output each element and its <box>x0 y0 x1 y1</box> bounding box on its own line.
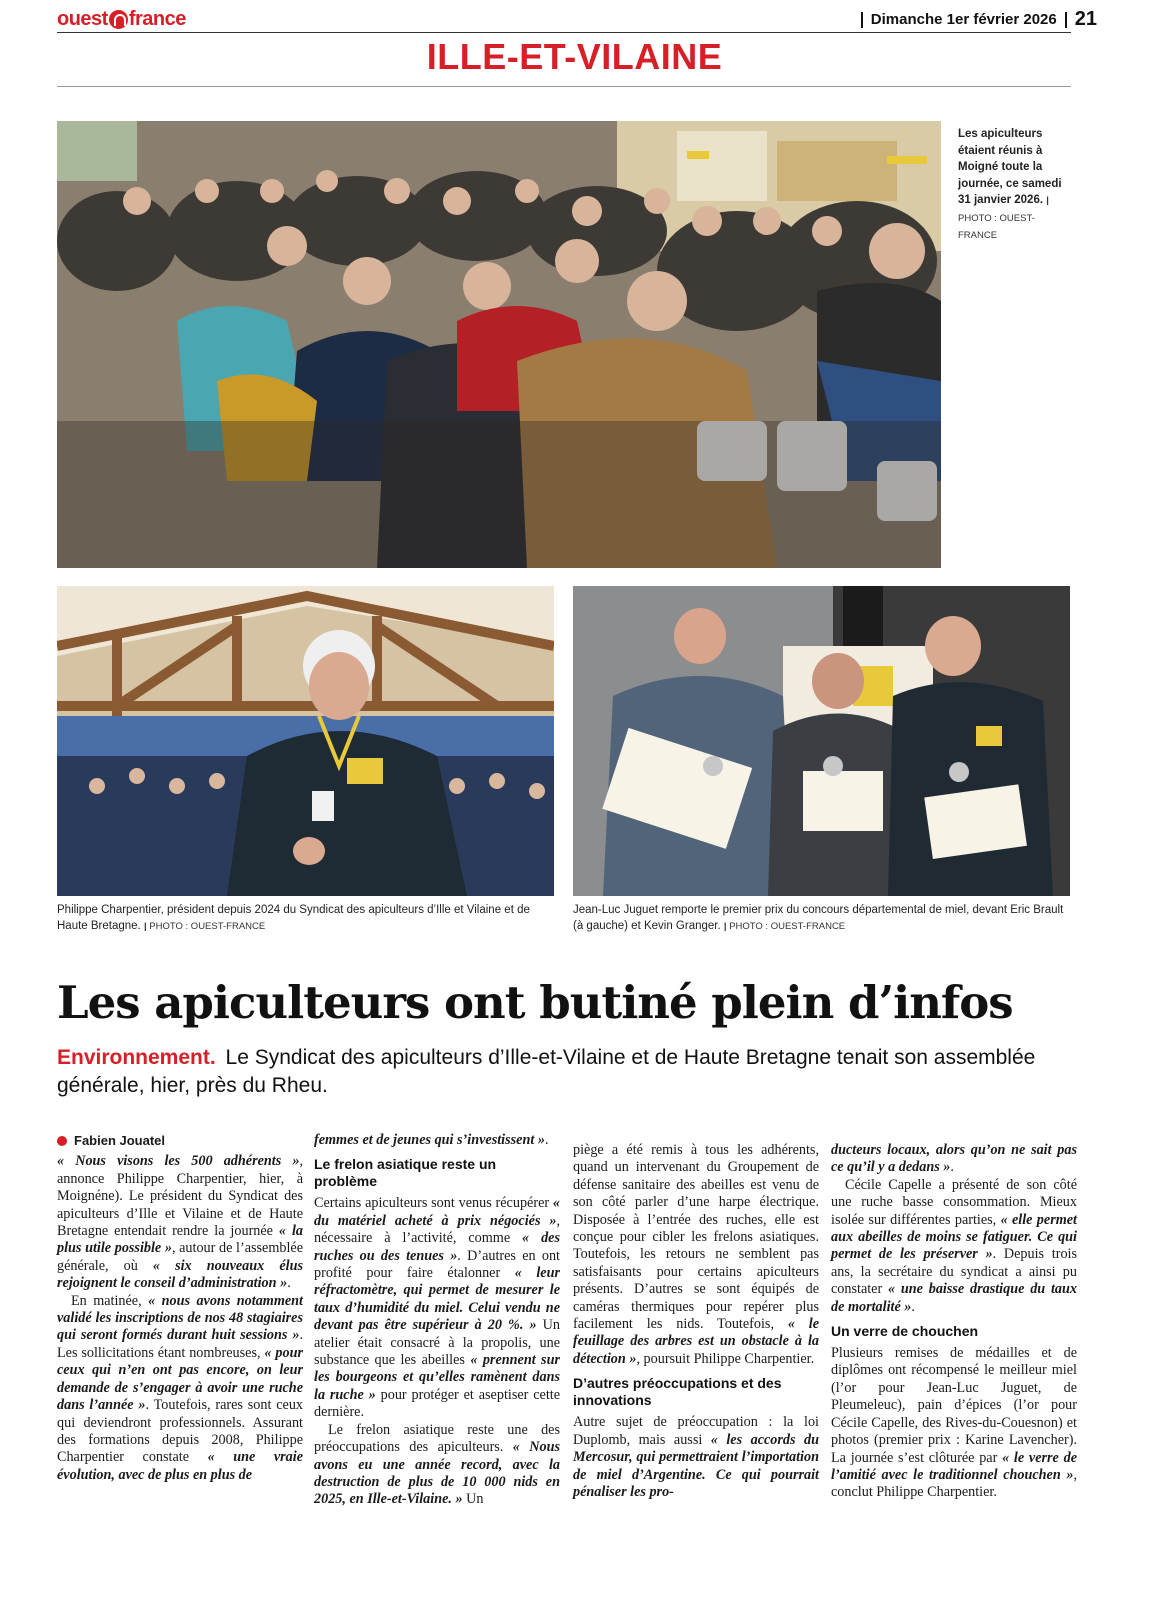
quote: « du matériel acheté à prix négociés » <box>314 1195 560 1229</box>
text: . Depuis trois ans, la secrétaire du syndicat a ainsi pu constater <box>831 1246 1077 1298</box>
article-headline: Les apiculteurs ont butiné plein d’infos <box>57 976 1013 1029</box>
byline <box>57 1132 303 1149</box>
text: pour protéger et aseptiser cette dernière. <box>314 1386 561 1421</box>
text: . <box>950 1159 954 1176</box>
article-column-2 <box>314 1132 560 1509</box>
quote: « nous avons notamment validé les inscriptions de nos 48 stagiaires qui seront formés durant huit sessions » <box>57 1292 304 1344</box>
article-column-4 <box>831 1142 1077 1502</box>
ouest-france-logo[interactable] <box>57 8 186 31</box>
text: . <box>544 1132 549 1148</box>
text: piège a été remis à tous les adhérents, quand un intervenant du Groupement de défense sanitaire des abeilles est venu de son côté parler d’une harpe électrique. Disposée à l’entrée des ruches, elle est conçue pour cibler les frelons asiatiques. Toutefois, les retours ne semblent pas satisfaisants pour certains apiculteurs présents. D’autres se sont équipés de caméras thermiques pour repérer plus facilement les nids. Toutefois, <box>573 1142 819 1333</box>
byline-dot-icon <box>57 1136 67 1146</box>
logo-text-right: france <box>128 8 186 30</box>
paragraph <box>831 1177 1077 1316</box>
photo-credit: | PHOTO : OUEST-FRANCE <box>144 921 265 932</box>
quote: « les accords du Mercosur, qui permettraient l’importation de miel d’Argentine. Ce qui pourrait pénaliser les pro- <box>573 1431 819 1500</box>
quote: « leur réfractomètre, qui permet de mesurer le taux d’humidité du miel. Celui vendu ne devant pas être supérieur à 20 %. » <box>314 1265 560 1334</box>
paragraph <box>831 1142 1077 1177</box>
quote: « la plus utile possible » <box>57 1223 303 1257</box>
text: , poursuit Philippe Charpentier. <box>636 1350 815 1367</box>
text: Plusieurs remises de médailles et de diplômes ont récompensé le meilleur miel (l’or pour Jean-Luc Juguet, de Pleumeleuc), pain d’épices (l’or pour Cécile Capelle, des Rives-du-Couesnon) et photos (premier prix : Karine Lavencher). La journée s’est clôturée par <box>831 1345 1077 1466</box>
intertitle: Le frelon asiatique reste un problème <box>314 1156 497 1190</box>
text: . D’autres en ont profité pour faire étalonner <box>314 1247 560 1282</box>
paragraph <box>573 1142 819 1368</box>
photo-caption-top <box>958 126 1068 245</box>
article-kicker: Environnement. <box>57 1046 216 1069</box>
quote: « des ruches ou des tenues » <box>314 1230 560 1264</box>
text: Un <box>462 1491 484 1508</box>
text: Autre sujet de préoccupation : la loi Duplomb, mais aussi <box>573 1414 819 1448</box>
divider <box>1065 12 1067 28</box>
paragraph <box>57 1293 303 1484</box>
intertitle: Un verre de chouchen <box>831 1323 979 1340</box>
photo-caption-winners <box>573 902 1070 935</box>
text: Un atelier était consacré à la propolis, une substance que les abeilles <box>314 1317 560 1369</box>
quote: « une baisse drastique du taux de mortalité » <box>831 1281 1077 1315</box>
masthead <box>57 6 1097 34</box>
section-rule <box>57 86 1071 87</box>
text: Cécile Capelle a présenté de son côté une ruche basse consommation. Mieux isolée sur différentes parties, <box>831 1176 1077 1228</box>
quote: « pour ceux qui n’en ont pas encore, on leur demande de s’engager à avoir une ruche dans l’année » <box>57 1344 303 1414</box>
dateline <box>861 8 1097 31</box>
photo-credit: | PHOTO : OUEST-FRANCE <box>958 195 1049 241</box>
photo-caption-president <box>57 902 554 935</box>
text: Le frelon asiatique reste une des préoccupations des apiculteurs. <box>314 1421 560 1456</box>
quote: « six nouveaux élus rejoignent le conseil d’administration » <box>57 1257 303 1292</box>
photo-assembly-crowd <box>57 121 941 568</box>
text: , conclut Philippe Charpentier. <box>831 1466 1077 1501</box>
intertitle: D’autres préoccupations et des innovations <box>573 1375 782 1409</box>
caption-text: Philippe Charpentier, président depuis 2024 du Syndicat des apiculteurs d’Ille et Vilaine et de Haute Bretagne. <box>57 904 530 932</box>
text: Certains apiculteurs sont venus récupérer <box>314 1195 553 1212</box>
quote: « le feuillage des arbres est un obstacle à la détection » <box>573 1316 819 1367</box>
article-column-1 <box>57 1132 303 1484</box>
article-column-3 <box>573 1142 819 1501</box>
text: . <box>287 1275 291 1292</box>
caption-text: Jean-Luc Juguet remporte le premier prix du concours départemental de miel, devant Eric Brault (à gauche) et Kevin Granger. <box>573 904 1064 932</box>
logo-text-left: ouest <box>57 8 108 30</box>
paragraph <box>314 1132 560 1149</box>
quote: « elle permet aux abeilles de moins se fatiguer. Ce qui permet de les préserver » <box>831 1211 1077 1263</box>
article-standfirst <box>57 1044 1071 1100</box>
top-rule <box>57 32 1071 33</box>
text: . Toutefois, rares sont ceux qui deviendront professionnels. Assurant des formations depuis 2008, Philippe Charpentier constate <box>57 1397 304 1466</box>
author-name: Fabien Jouatel <box>74 1133 166 1148</box>
text: , nécessaire à l’activité, comme <box>314 1212 560 1247</box>
logo-mark-icon <box>109 10 128 29</box>
photo-credit: | PHOTO : OUEST-FRANCE <box>724 921 845 932</box>
paragraph <box>573 1414 819 1501</box>
paragraph <box>314 1195 560 1421</box>
quote: femmes et de jeunes qui s’investissent » <box>314 1132 545 1148</box>
section-title: ILLE-ET-VILAINE <box>426 36 723 77</box>
divider <box>861 12 863 28</box>
issue-date: Dimanche 1er février 2026 <box>870 11 1057 28</box>
paragraph <box>314 1422 560 1509</box>
photo-president <box>57 586 554 896</box>
paragraph <box>831 1345 1077 1502</box>
quote: ducteurs locaux, alors qu’on ne sait pas ce qu’il y a dedans » <box>831 1142 1077 1176</box>
text: , autour de l’assemblée générale, où <box>57 1240 303 1274</box>
text: , annonce Philippe Charpentier, hier, à Moignéne). Le président du Syndicat des apiculteurs d’Ille et Vilaine et de Haute Bretagne entendait rendre la journée <box>57 1153 303 1240</box>
text: . <box>911 1298 915 1315</box>
caption-text: Les apiculteurs étaient réunis à Moigné toute la journée, ce samedi 31 janvier 2026. <box>958 128 1062 206</box>
paragraph <box>57 1153 303 1292</box>
standfirst-text: Le Syndicat des apiculteurs d’Ille-et-Vilaine et de Haute Bretagne tenait son assemblée générale, hier, près du Rheu. <box>57 1046 1036 1097</box>
quote: « Nous avons eu une année record, avec la destruction de plus de 10 000 nids en 2025, en Ille-et-Vilaine. » <box>314 1439 560 1508</box>
photo-honey-winners <box>573 586 1070 896</box>
quote: « Nous visons les 500 adhérents » <box>57 1153 300 1170</box>
text: . Les sollicitations étant nombreuses, <box>57 1327 303 1361</box>
quote: « le verre de l’amitié avec le traditionnel chouchen » <box>831 1449 1077 1483</box>
quote: « prennent sur les bourgeons et qu’elles ramènent dans la ruche » <box>314 1352 560 1403</box>
text: En matinée, <box>71 1292 149 1309</box>
page-number: 21 <box>1074 8 1097 30</box>
quote: « une vraie évolution, avec de plus en plus de <box>57 1449 303 1483</box>
